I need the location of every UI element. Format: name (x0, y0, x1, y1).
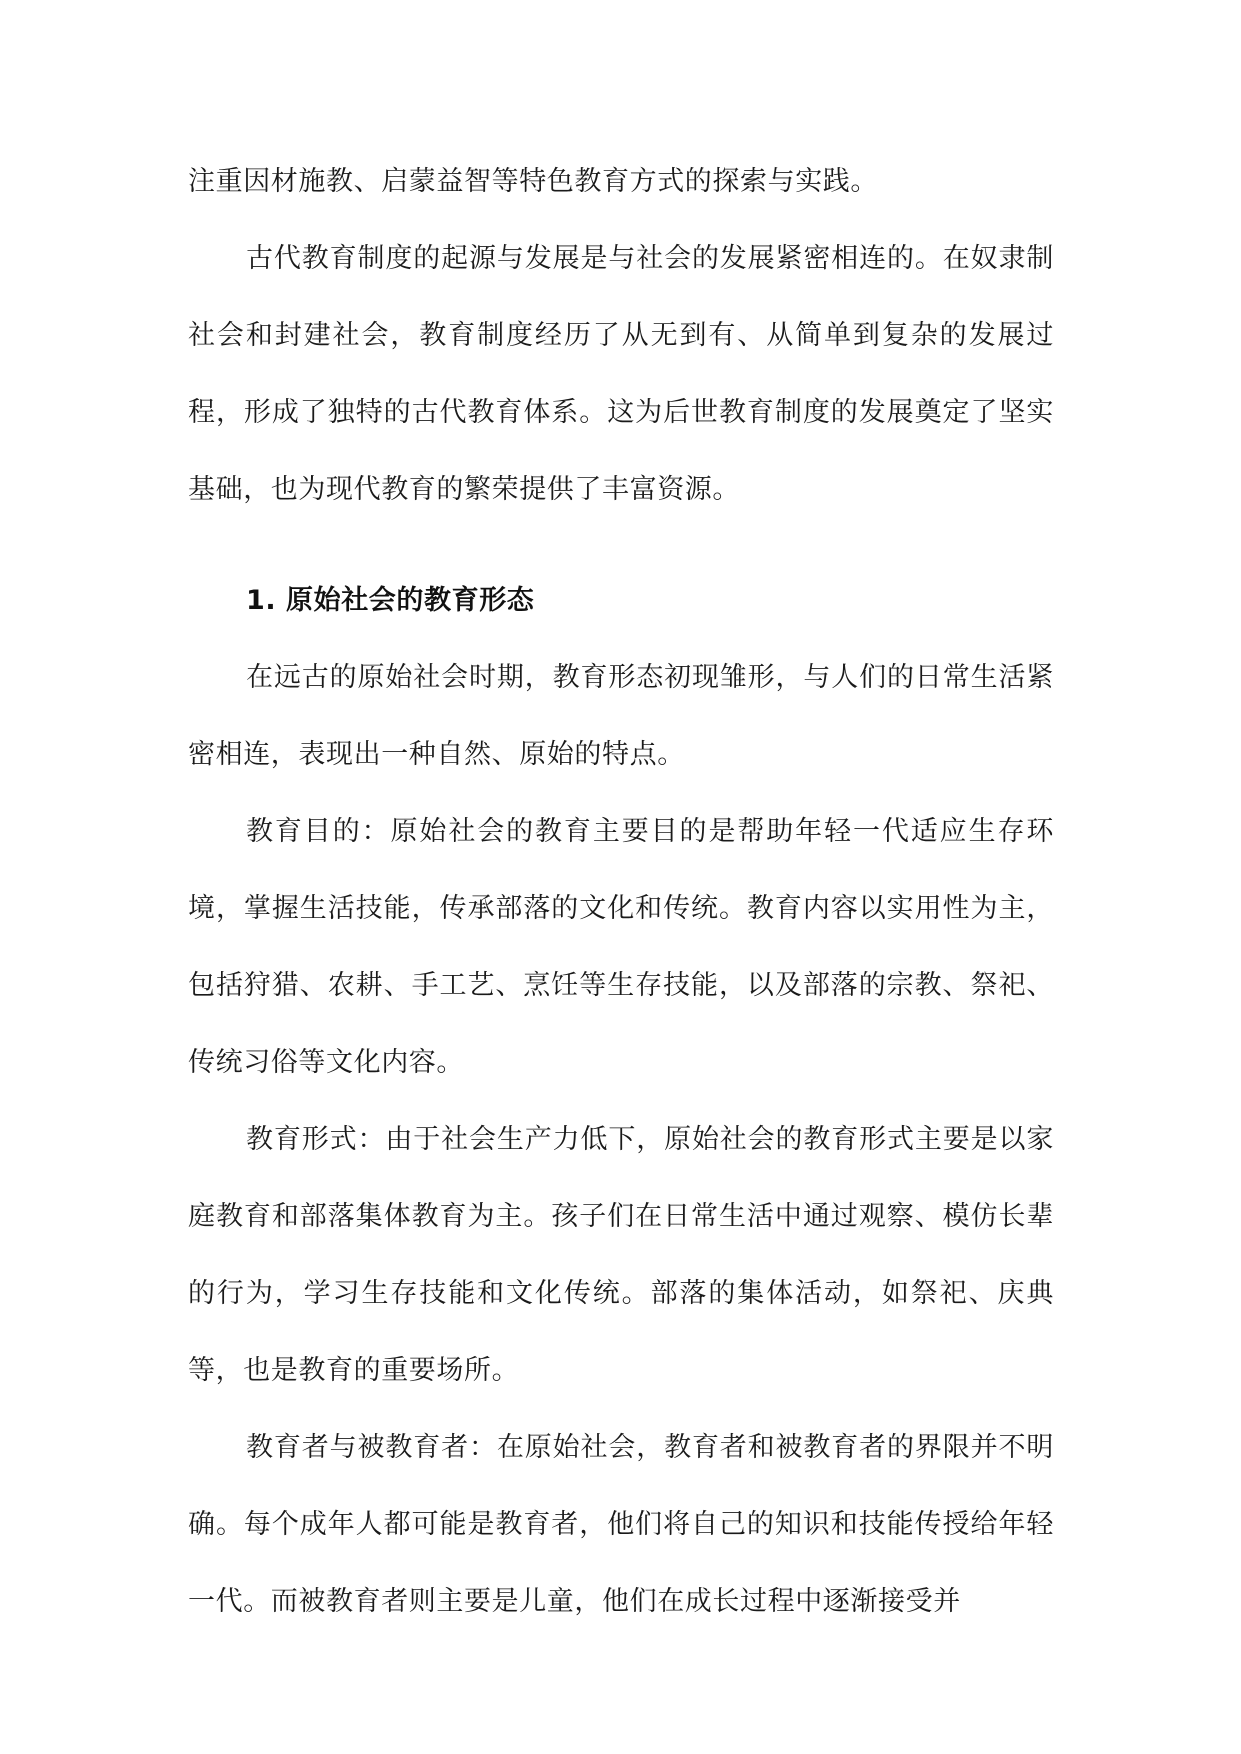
paragraph-education-purpose: 教育目的：原始社会的教育主要目的是帮助年轻一代适应生存环境，掌握生活技能，传承部落的文化和传统。教育内容以实用性为主，包括狩猎、农耕、手工艺、烹饪等生存技能，以及部落的宗教、祭祀、传统习俗等文化内容。 (188, 816, 1054, 1078)
section-title: 原始社会的教育形态 (286, 585, 535, 616)
section-number: 1. (246, 585, 277, 616)
paragraph-education-form: 教育形式：由于社会生产力低下，原始社会的教育形式主要是以家庭教育和部落集体教育为主。孩子们在日常生活中通过观察、模仿长辈的行为，学习生存技能和文化传统。部落的集体活动，如祭祀、庆典等，也是教育的重要场所。 (188, 1124, 1054, 1386)
paragraph-intro: 在远古的原始社会时期，教育形态初现雏形，与人们的日常生活紧密相连，表现出一种自然、原始的特点。 (188, 662, 1054, 770)
paragraph-educators: 教育者与被教育者：在原始社会，教育者和被教育者的界限并不明确。每个成年人都可能是教育者，他们将自己的知识和技能传授给年轻一代。而被教育者则主要是儿童，他们在成长过程中逐渐接受并 (188, 1432, 1054, 1617)
paragraph-origin-development: 古代教育制度的起源与发展是与社会的发展紧密相连的。在奴隶制社会和封建社会，教育制度经历了从无到有、从简单到复杂的发展过程，形成了独特的古代教育体系。这为后世教育制度的发展奠定了坚实基础，也为现代教育的繁荣提供了丰富资源。 (188, 243, 1054, 505)
document-body (188, 143, 1054, 1640)
paragraph-continuation: 注重因材施教、启蒙益智等特色教育方式的探索与实践。 (188, 166, 878, 197)
section-heading (188, 562, 1054, 639)
